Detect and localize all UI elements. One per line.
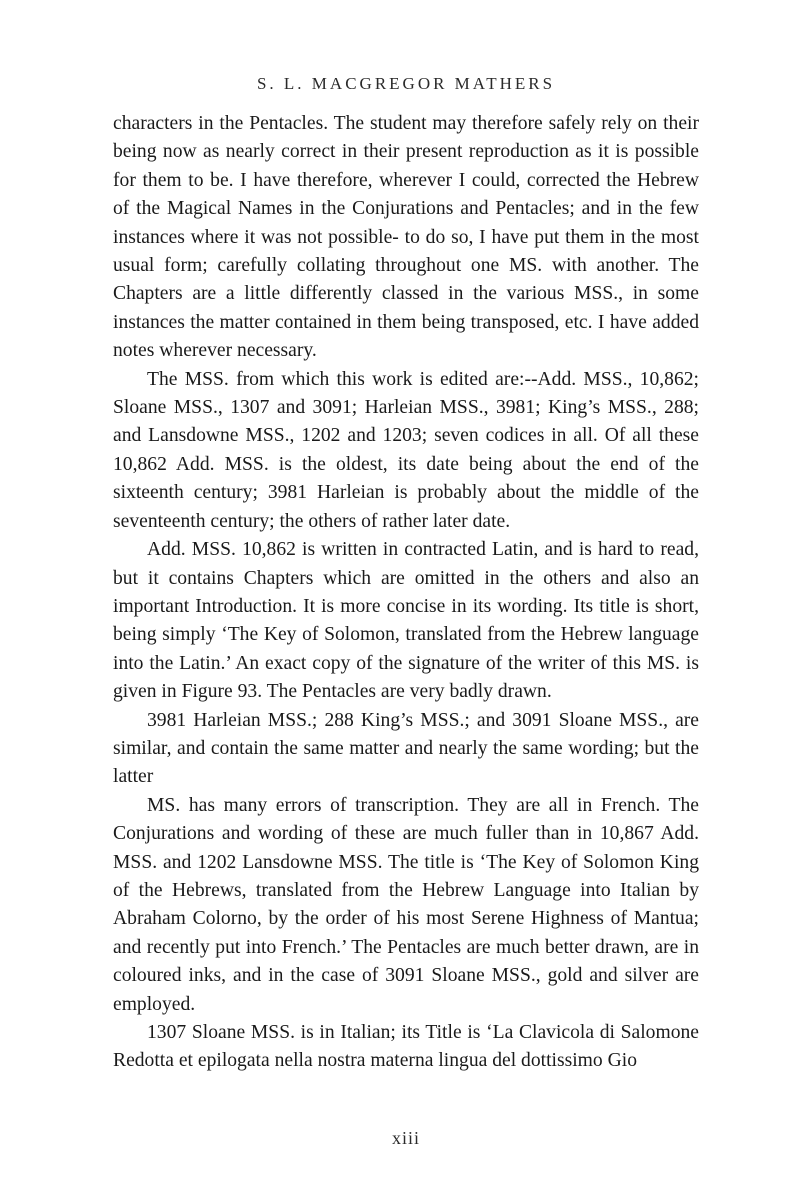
page-number: xiii	[391, 1128, 420, 1148]
paragraph: 1307 Sloane MSS. is in Italian; its Title is ‘La Clavicola di Salomone Redotta et epilogata nella nostra materna lingua del dottissimo Gio	[113, 1022, 699, 1072]
paragraph: 3981 Harleian MSS.; 288 King’s MSS.; and 3091 Sloane MSS., are similar, and contain the same matter and nearly the same wording; but the latter	[113, 709, 699, 788]
paragraph: MS. has many errors of transcription. They are all in French. The Conjurations and wording of these are much fuller than in 10,867 Add. MSS. and 1202 Lansdowne MSS. The title is ‘The Key of Solomon King of the Hebrews, translated from the Hebrew Language into Italian by Abraham Colorno, by the order of his most Serene Highness of Mantua; and recently put into French.’ The Pentacles are much better drawn, are in coloured inks, and in the case of 3091 Sloane MSS., gold and silver are employed.	[113, 794, 699, 1015]
running-head: S. L. MACGREGOR MATHERS	[256, 74, 556, 93]
paragraph: Add. MSS. 10,862 is written in contracted Latin, and is hard to read, but it contains Chapters which are omitted in the others and also an important Introduction. It is more concise in its wording. Its title is short, being simply ‘The Key of Solomon, translated from the Hebrew language into the Latin.’ An exact copy of the signature of the writer of this MS. is given in Figure 93. The Pentacles are very badly drawn.	[113, 539, 699, 703]
book-page	[113, 0, 699, 1199]
body-text	[113, 110, 699, 1076]
paragraph: characters in the Pentacles. The student may therefore safely rely on their being now as nearly correct in their present reproduction as it is possible for them to be. I have therefore, wherever I could, corrected the Hebrew of the Magical Names in the Conjurations and Pentacles; and in the few instances where it was not possible- to do so, I have put them in the most usual form; carefully collating throughout one MS. with another. The Chapters are a little differently classed in the various MSS., in some instances the matter contained in them being transposed, etc. I have added notes wherever necessary.	[113, 113, 699, 362]
paragraph: The MSS. from which this work is edited are:--Add. MSS., 10,862; Sloane MSS., 1307 and 3091; Harleian MSS., 3981; King’s MSS., 288; and Lansdowne MSS., 1202 and 1203; seven codices in all. Of all these 10,862 Add. MSS. is the oldest, its date being about the end of the sixteenth century; 3981 Harleian is probably about the middle of the seventeenth century; the others of rather later date.	[113, 368, 699, 532]
